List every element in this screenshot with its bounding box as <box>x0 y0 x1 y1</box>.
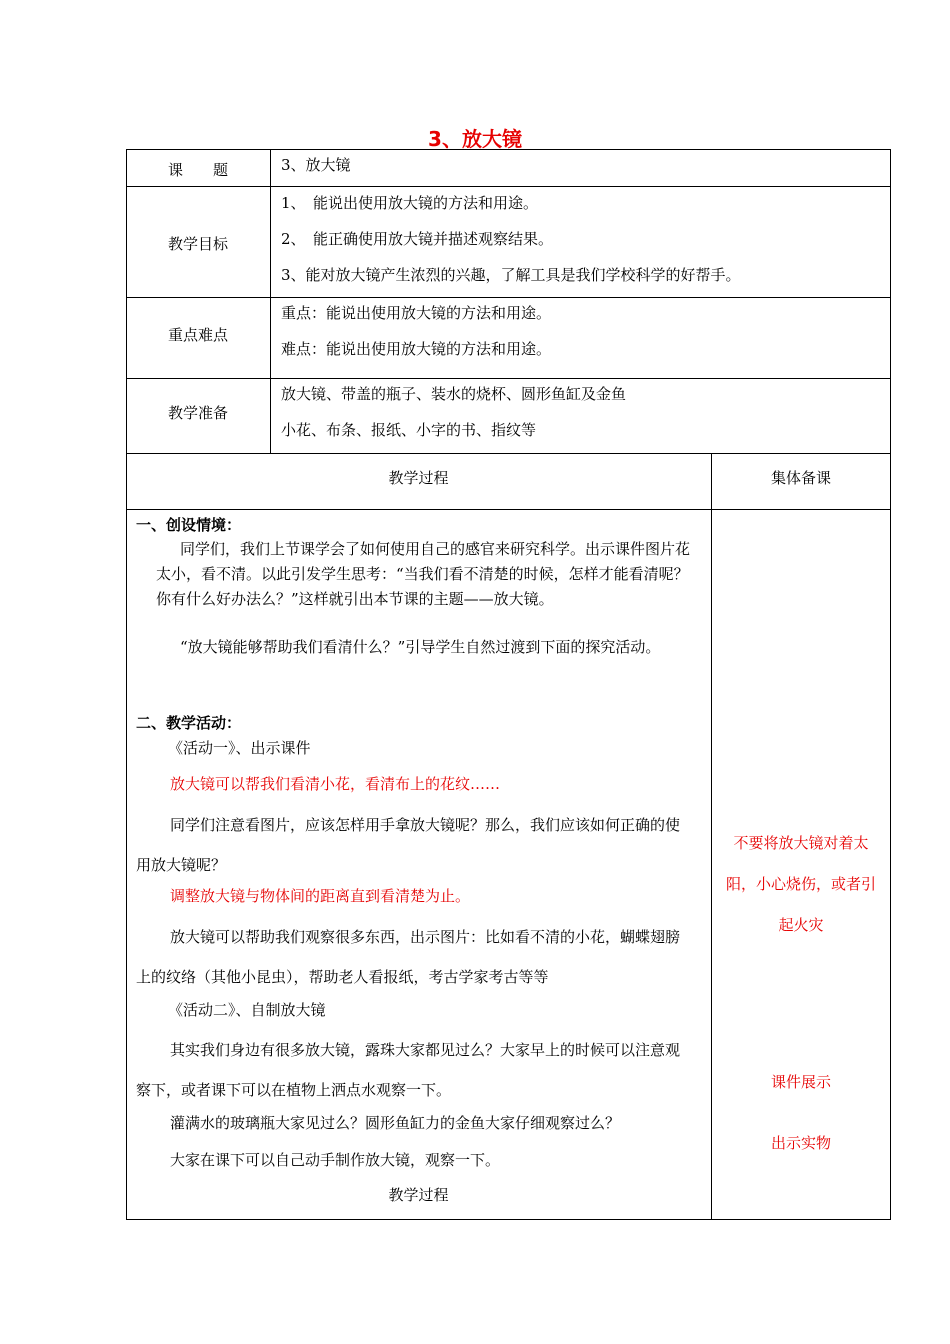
note-courseware: 课件展示 <box>770 1073 831 1091</box>
label-keypoints: 重点难点 <box>167 326 228 344</box>
activity-para: 放大镜可以帮助我们观察很多东西，出示图片：比如看不清的小花，蝴蝶翅膀上的纹络（其他小昆虫），帮助老人看报纸，考古学家考古等等 <box>136 928 681 986</box>
activity-para: 同学们注意看图片，应该怎样用手拿放大镜呢？那么，我们应该如何正确的使用放大镜呢？ <box>136 816 681 874</box>
activity-two: 《活动二》、自制放大镜 <box>168 1001 326 1019</box>
collective-prep-header: 集体备课 <box>770 469 831 487</box>
section1-para: “放大镜能够帮助我们看清什么？”引导学生自然过渡到下面的探究活动。 <box>180 638 661 656</box>
section2-heading: 二、教学活动： <box>136 714 242 732</box>
preparation-item: 小花、布条、报纸、小字的书、指纹等 <box>281 421 537 439</box>
row-divider <box>126 297 891 298</box>
safety-note: 不要将放大镜对着太阳，小心烧伤，或者引起火灾 <box>725 834 876 934</box>
goal-item: 2、 能正确使用放大镜并描述观察结果。 <box>281 230 554 248</box>
row-divider <box>126 509 891 510</box>
highlight-text: 调整放大镜与物体间的距离直到看清楚为止。 <box>170 887 471 905</box>
process-header: 教学过程 <box>388 469 449 487</box>
page-title: 3、放大镜 <box>428 127 522 151</box>
activity-para: 大家在课下可以自己动手制作放大镜，观察一下。 <box>170 1151 501 1169</box>
activity-para: 其实我们身边有很多放大镜，露珠大家都见过么？大家早上的时候可以注意观察下，或者课下可以在植物上洒点水观察一下。 <box>136 1041 681 1099</box>
topic-value: 3、放大镜 <box>281 156 351 174</box>
highlight-text: 放大镜可以帮我们看清小花，看清布上的花纹…… <box>170 775 501 793</box>
section1-heading: 一、创设情境： <box>136 516 242 534</box>
goal-item: 1、 能说出使用放大镜的方法和用途。 <box>281 194 539 212</box>
row-divider <box>126 186 891 187</box>
label-preparation: 教学准备 <box>167 404 228 422</box>
col-divider <box>711 453 712 1220</box>
goal-item: 3、能对放大镜产生浓烈的兴趣，了解工具是我们学校科学的好帮手。 <box>281 266 741 284</box>
keypoint-item: 难点：能说出使用放大镜的方法和用途。 <box>281 340 552 358</box>
activity-para: 灌满水的玻璃瓶大家见过么？圆形鱼缸力的金鱼大家仔细观察过么？ <box>170 1114 621 1132</box>
label-goals: 教学目标 <box>167 235 228 253</box>
process-footer: 教学过程 <box>388 1186 449 1204</box>
label-topic: 课 题 <box>167 161 228 179</box>
row-divider <box>126 378 891 379</box>
keypoint-item: 重点：能说出使用放大镜的方法和用途。 <box>281 304 552 322</box>
preparation-item: 放大镜、带盖的瓶子、装水的烧杯、圆形鱼缸及金鱼 <box>281 385 627 403</box>
section1-para: 同学们，我们上节课学会了如何使用自己的感官来研究科学。出示课件图片花太小，看不清。以此引发学生思考：“当我们看不清楚的时候，怎样才能看清呢？你有什么好办法么？”这样就引出本节课的主题——放大镜。 <box>156 540 691 608</box>
activity-one: 《活动一》、出示课件 <box>168 739 311 757</box>
row-divider <box>126 453 891 454</box>
col-divider <box>270 149 271 454</box>
note-show-objects: 出示实物 <box>770 1134 831 1152</box>
